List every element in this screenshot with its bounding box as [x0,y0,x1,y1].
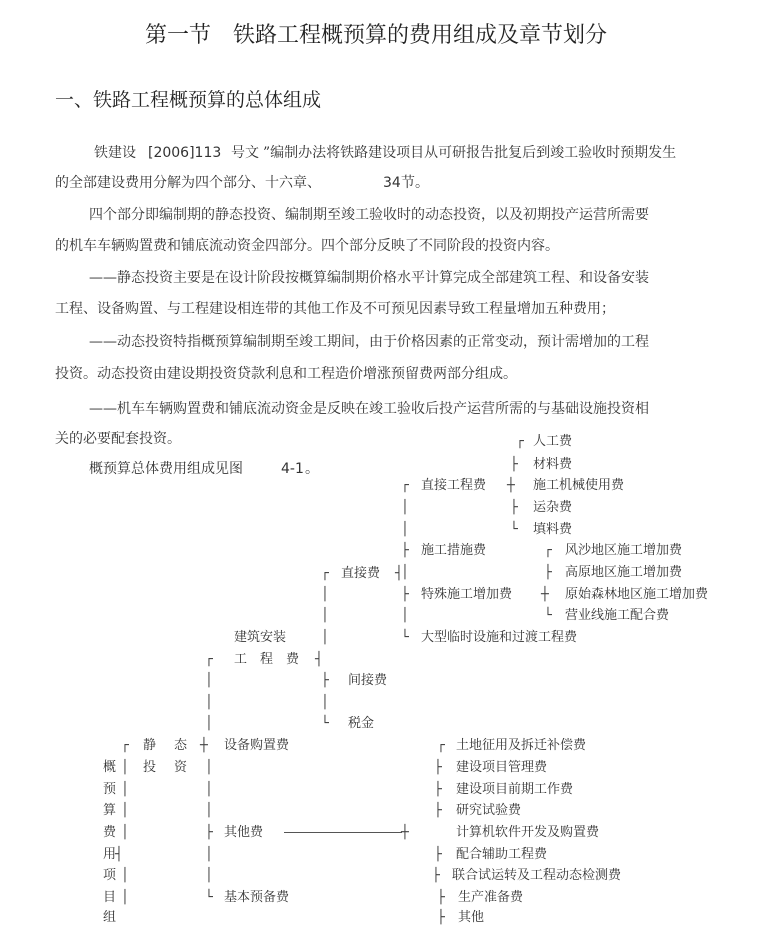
bracket-vert: │ [205,760,213,775]
figure-ref: 4-1 [281,461,304,477]
node-shengchan: 生产准备费 [458,890,524,905]
bracket-vert: │ [121,803,129,818]
para4-line1: ——动态投资特指概预算编制期至竣工期间，由于价格因素的正常变动，预计需增加的工程 [89,334,649,350]
bracket-cross: ┼ [507,478,515,493]
bracket-mid: ├ [434,803,442,818]
root-char-4: 费 [103,825,117,840]
node-static-d: 资 [174,760,188,775]
bracket-cross: ┼ [200,738,208,753]
bracket-mid: ├ [401,587,409,602]
root-char-1: 概 [103,760,117,775]
bracket-bottom: └ [401,630,409,645]
bracket-cross: ┼ [541,587,549,602]
node-jianjiefei: 间接费 [348,673,388,688]
bracket-mid: ├ [544,565,552,580]
bracket-vert: │ [121,782,129,797]
bracket-mid: ├ [510,500,518,515]
node-qita-cut: 其他 [458,910,485,925]
para1-text-c: 号文 [231,145,259,161]
para3-line2: 工程、设备购置、与工程建设相连带的其他工作及不可预见因素导致工程量增加五种费用； [55,301,615,317]
node-yunza: 运杂费 [533,500,573,515]
para1-line2-a: 的全部建设费用分解为四个部分、十六章、 [55,175,321,191]
node-rengong: 人工费 [533,434,573,449]
bracket-mid: ├ [432,868,440,883]
bracket-top: ┌ [437,738,445,753]
node-gaoyuan: 高原地区施工增加费 [565,565,683,580]
para1-text-d: ”编制办法将铁路建设项目从可研报告批复后到竣工验收时预期发生 [263,145,677,161]
node-daxing-linshi: 大型临时设施和过渡工程费 [421,630,578,645]
para5-line2: 关的必要配套投资。 [55,431,181,447]
bracket-vert: │ [401,608,409,623]
root-char-6: 项 [103,868,117,883]
bracket-mid: ├ [510,457,518,472]
bracket-vert: │ [205,673,213,688]
para2-line1: 四个部分即编制期的静态投资、编制期至竣工验收时的动态投资，以及初期投产运营所需要 [89,207,649,223]
para4-line2: 投资。动态投资由建设期投资贷款利息和工程造价增涨预留费两部分组成。 [55,366,517,382]
bracket-bottom: └ [544,608,552,623]
bracket-vert: │ [205,868,213,883]
bracket-mid: ├ [401,543,409,558]
bracket-top: ┌ [321,566,329,581]
node-static-a: 静 [143,738,157,753]
node-tudi: 土地征用及拆迁补偿费 [456,738,587,753]
page-title: 第一节 铁路工程概预算的费用组成及章节划分 [145,23,608,48]
node-shuijin: 税金 [348,716,375,731]
bracket-mid: ├ [321,673,329,688]
root-char-3: 算 [103,803,117,818]
node-zhijie-gongcheng: 直接工程费 [421,478,487,493]
bracket-cross: ┼ [401,825,409,840]
root-char-7: 目 [103,890,117,905]
bracket-tee-left: ┤ [115,847,123,862]
para1-line2-c: 节。 [401,175,429,191]
bracket-vert: │ [401,565,409,580]
bracket-mid: ├ [205,825,213,840]
bracket-mid: ├ [437,890,445,905]
para1-doc-number: [2006]113 [148,145,222,161]
node-fengsha: 风沙地区施工增加费 [565,543,683,558]
bracket-bottom: └ [321,716,329,731]
node-lianhe: 联合试运转及工程动态检测费 [452,868,622,883]
node-yingye: 营业线施工配合费 [565,608,670,623]
bracket-vert: │ [321,608,329,623]
bracket-vert: │ [401,522,409,537]
para6-text-c: 。 [305,461,319,477]
root-char-2: 预 [103,782,117,797]
node-jianzhu-line2: 工 程 费 [234,652,300,667]
bracket-vert: │ [121,825,129,840]
node-jiben-yubei: 基本预备费 [224,890,290,905]
node-senlin: 原始森林地区施工增加费 [565,587,709,602]
bracket-top: ┌ [516,434,524,449]
node-static-b: 态 [174,738,188,753]
bracket-vert: │ [321,695,329,710]
node-guanli: 建设项目管理费 [456,760,548,775]
bracket-mid: ├ [437,910,445,925]
node-jianzhu-line1: 建筑安装 [234,630,287,645]
para6-text-a: 概预算总体费用组成见图 [89,461,243,477]
section-heading: 一、铁路工程概预算的总体组成 [55,89,322,111]
bracket-vert: │ [121,760,129,775]
node-jixie: 施工机械使用费 [533,478,625,493]
node-peihe: 配合辅助工程费 [456,847,548,862]
bracket-vert: │ [321,630,329,645]
bracket-top: ┌ [544,543,552,558]
root-char-8: 组 [103,910,117,925]
bracket-vert: │ [401,500,409,515]
para5-line1: ——机车车辆购置费和铺底流动资金是反映在竣工验收后投产运营所需的与基础设施投资相 [89,401,649,417]
node-teshu-shigong: 特殊施工增加费 [421,587,513,602]
bracket-mid: ├ [434,847,442,862]
para3-line1: ——静态投资主要是在设计阶段按概算编制期价格水平计算完成全部建筑工程、和设备安装 [89,270,649,286]
para1-text-a: 铁建设 [94,145,136,161]
node-static-c: 投 [143,760,157,775]
node-qianqi: 建设项目前期工作费 [456,782,574,797]
bracket-bottom: └ [205,890,213,905]
bracket-mid: ├ [434,760,442,775]
bracket-top: ┌ [205,652,213,667]
para2-line2: 的机车车辆购置费和铺底流动资金四部分。四个部分反映了不同阶段的投资内容。 [55,238,559,254]
node-shigong-cuoshi: 施工措施费 [421,543,487,558]
node-tianliao: 填料费 [533,522,573,537]
node-jisuanji: 计算机软件开发及购置费 [456,825,600,840]
node-zhijiefei: 直接费 [341,566,381,581]
bracket-vert: │ [121,890,129,905]
connector-line [284,832,402,833]
bracket-vert: │ [205,847,213,862]
node-cailiao: 材料费 [533,457,573,472]
bracket-tee-left: ┤ [395,566,403,581]
node-shebei: 设备购置费 [224,738,290,753]
bracket-vert: │ [205,695,213,710]
bracket-top: ┌ [121,738,129,753]
root-char-5: 用 [103,847,117,862]
bracket-top: ┌ [401,478,409,493]
node-yanjiu: 研究试验费 [456,803,522,818]
bracket-tee-left: ┤ [315,652,323,667]
para1-line2-number: 34 [383,175,401,191]
bracket-bottom: └ [510,522,518,537]
bracket-vert: │ [121,868,129,883]
bracket-vert: │ [205,716,213,731]
node-qita: 其他费 [224,825,264,840]
bracket-vert: │ [205,803,213,818]
bracket-vert: │ [321,587,329,602]
bracket-mid: ├ [434,782,442,797]
bracket-vert: │ [205,782,213,797]
